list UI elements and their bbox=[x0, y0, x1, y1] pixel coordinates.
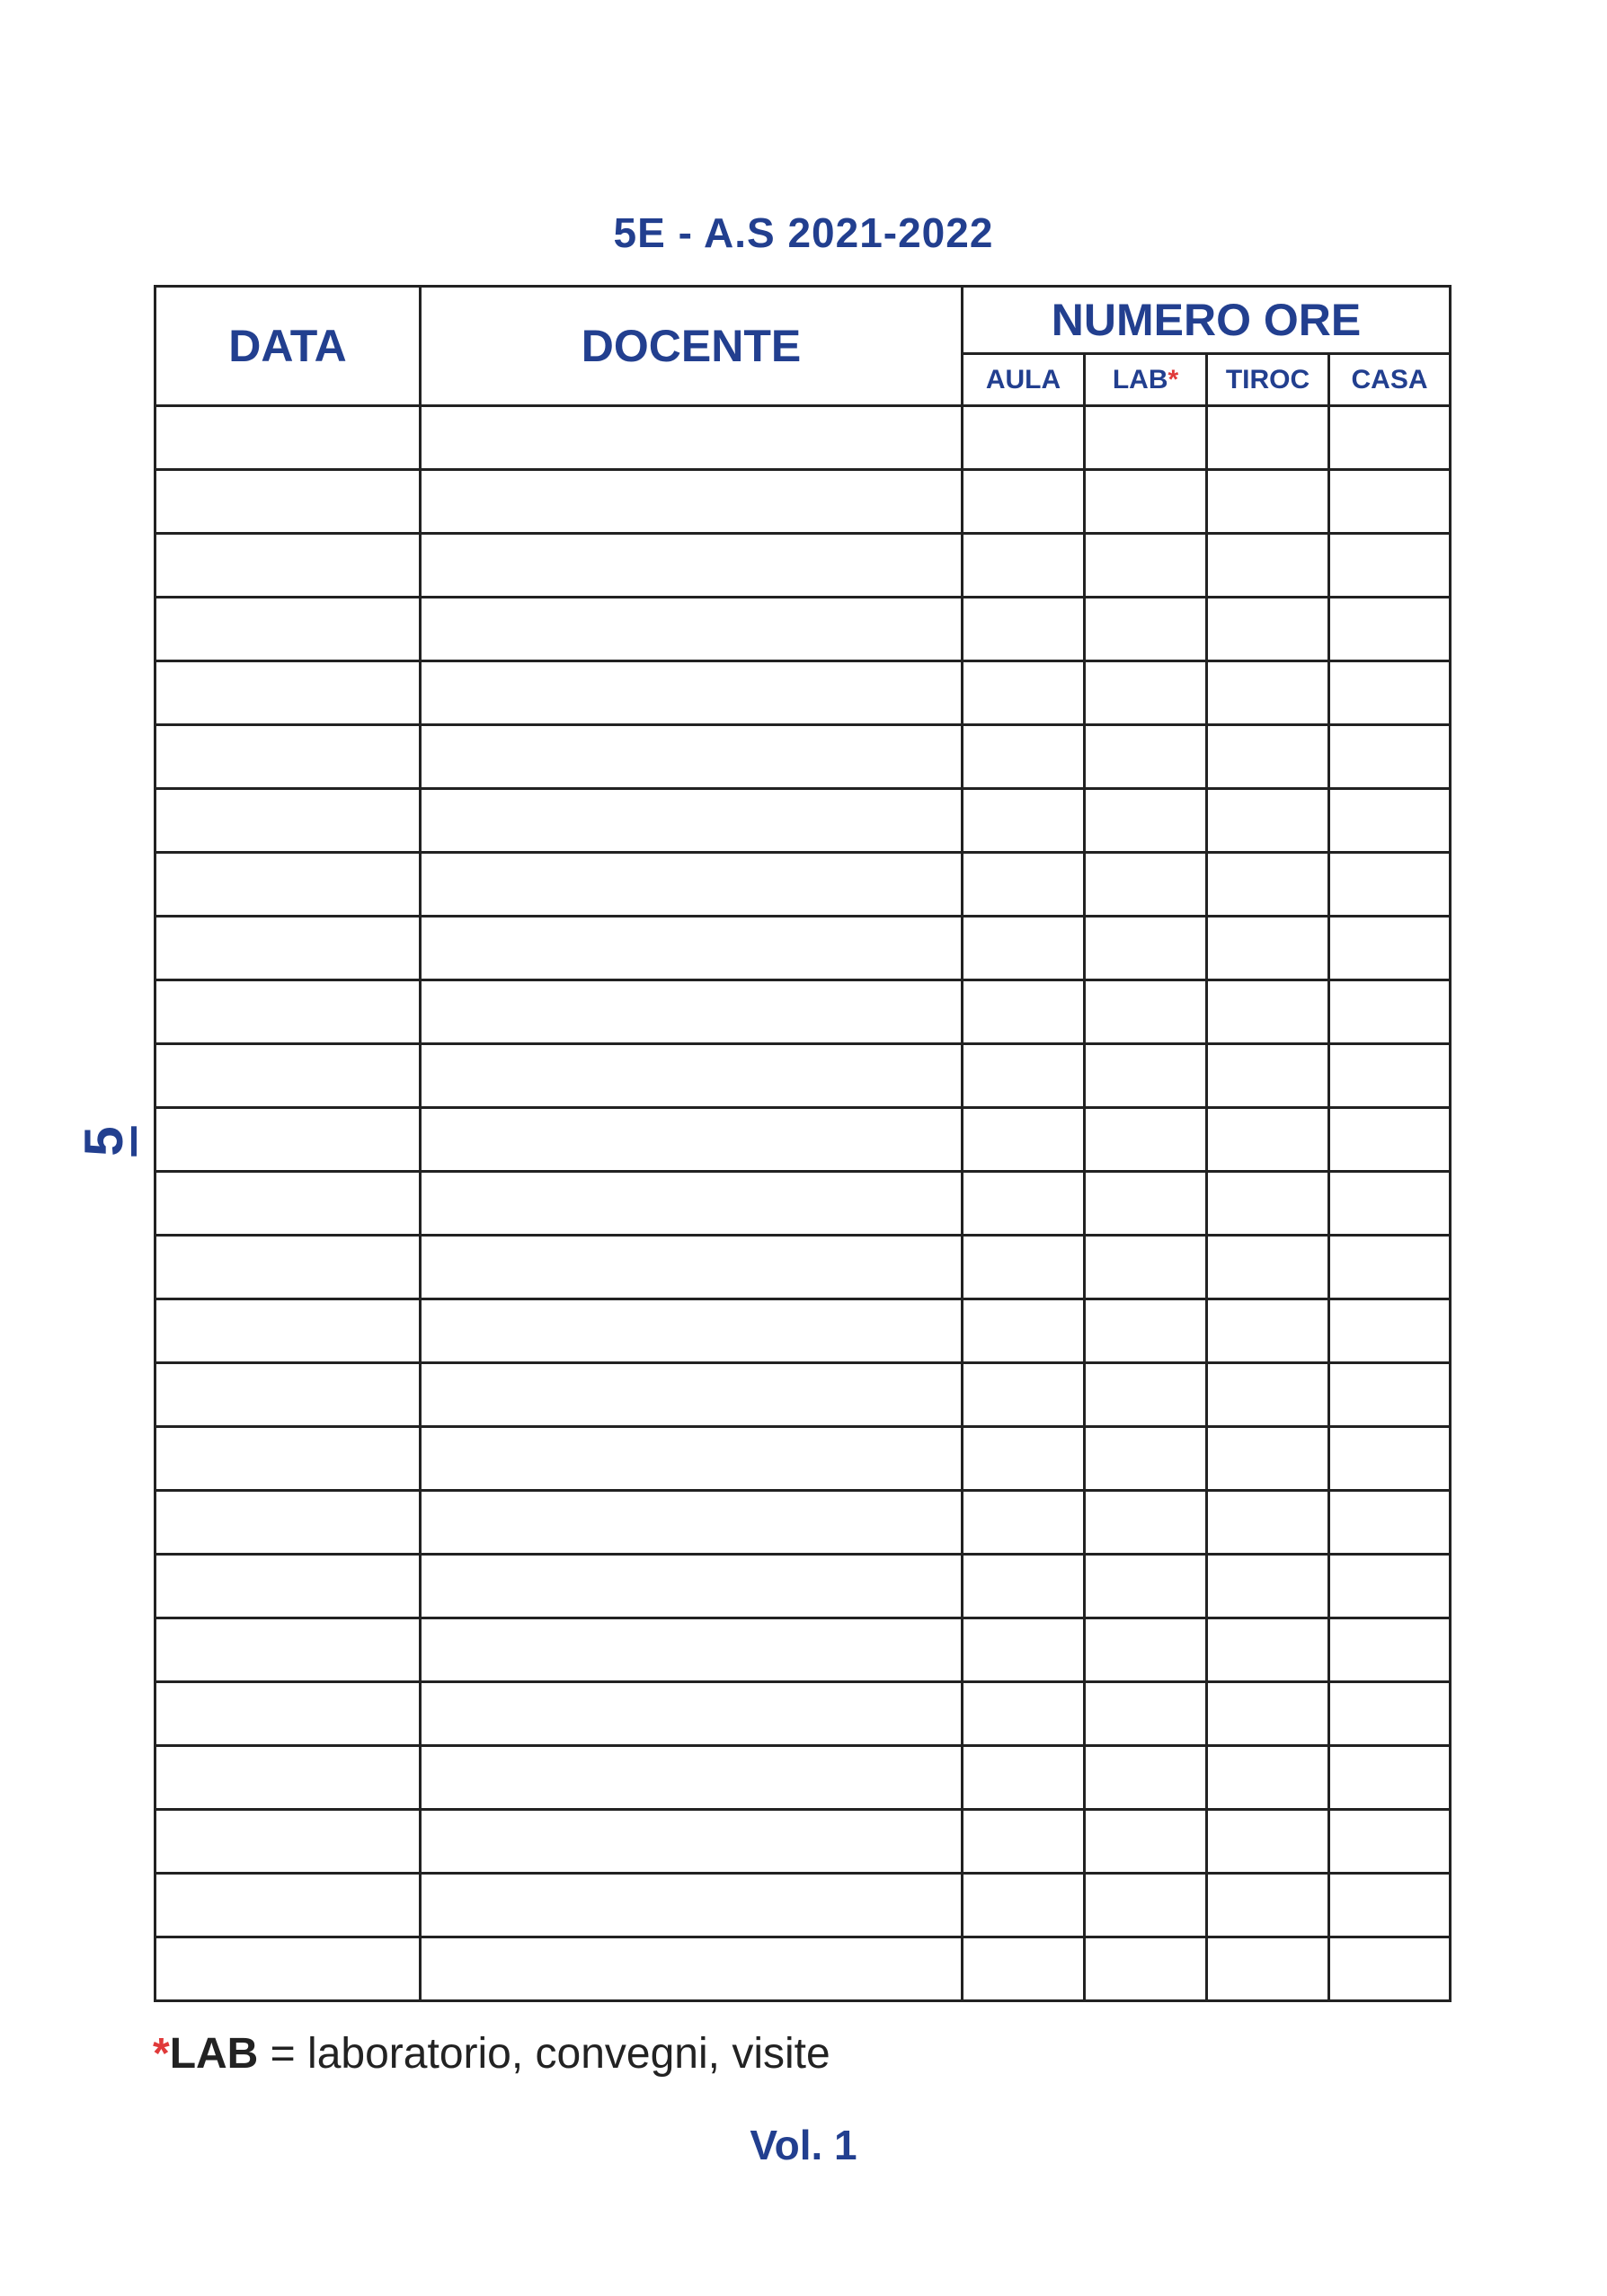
table-row bbox=[155, 1427, 1451, 1491]
aula-cell[interactable] bbox=[963, 1044, 1085, 1108]
data-cell[interactable] bbox=[155, 789, 421, 853]
aula-cell[interactable] bbox=[963, 853, 1085, 917]
docente-cell[interactable] bbox=[421, 1108, 963, 1172]
aula-cell[interactable] bbox=[963, 789, 1085, 853]
lab-cell[interactable] bbox=[1085, 725, 1207, 789]
tiroc-cell[interactable] bbox=[1207, 1108, 1329, 1172]
docente-cell[interactable] bbox=[421, 661, 963, 725]
casa-cell[interactable] bbox=[1329, 980, 1451, 1044]
data-cell[interactable] bbox=[155, 1491, 421, 1555]
tiroc-cell[interactable] bbox=[1207, 917, 1329, 980]
lab-cell[interactable] bbox=[1085, 1874, 1207, 1937]
casa-cell[interactable] bbox=[1329, 1108, 1451, 1172]
table-row bbox=[155, 534, 1451, 598]
aula-cell[interactable] bbox=[963, 1555, 1085, 1618]
casa-cell[interactable] bbox=[1329, 1555, 1451, 1618]
data-cell[interactable] bbox=[155, 725, 421, 789]
casa-cell[interactable] bbox=[1329, 1874, 1451, 1937]
lab-cell[interactable] bbox=[1085, 534, 1207, 598]
casa-cell[interactable] bbox=[1329, 1427, 1451, 1491]
data-cell[interactable] bbox=[155, 406, 421, 470]
lab-cell[interactable] bbox=[1085, 661, 1207, 725]
table-row bbox=[155, 406, 1451, 470]
data-cell[interactable] bbox=[155, 534, 421, 598]
tiroc-cell[interactable] bbox=[1207, 1427, 1329, 1491]
lab-cell[interactable] bbox=[1085, 1236, 1207, 1299]
data-cell[interactable] bbox=[155, 1555, 421, 1618]
lab-cell[interactable] bbox=[1085, 1746, 1207, 1810]
aula-cell[interactable] bbox=[963, 534, 1085, 598]
data-cell[interactable] bbox=[155, 1236, 421, 1299]
lab-cell[interactable] bbox=[1085, 853, 1207, 917]
lab-cell[interactable] bbox=[1085, 1810, 1207, 1874]
side-number-text: 5 bbox=[73, 1126, 134, 1157]
header-casa: CASA bbox=[1329, 354, 1451, 406]
aula-cell[interactable] bbox=[963, 1491, 1085, 1555]
page-title: 5E - A.S 2021-2022 bbox=[613, 209, 994, 256]
table-row bbox=[155, 1746, 1451, 1810]
aula-cell[interactable] bbox=[963, 917, 1085, 980]
docente-cell[interactable] bbox=[421, 1427, 963, 1491]
docente-cell[interactable] bbox=[421, 1682, 963, 1746]
lab-cell[interactable] bbox=[1085, 980, 1207, 1044]
aula-cell[interactable] bbox=[963, 725, 1085, 789]
docente-cell[interactable] bbox=[421, 1874, 963, 1937]
docente-cell[interactable] bbox=[421, 853, 963, 917]
tiroc-cell[interactable] bbox=[1207, 1555, 1329, 1618]
data-cell[interactable] bbox=[155, 1299, 421, 1363]
lab-cell[interactable] bbox=[1085, 1491, 1207, 1555]
aula-cell[interactable] bbox=[963, 980, 1085, 1044]
tiroc-cell[interactable] bbox=[1207, 1874, 1329, 1937]
docente-cell[interactable] bbox=[421, 1810, 963, 1874]
aula-cell[interactable] bbox=[963, 1874, 1085, 1937]
data-cell[interactable] bbox=[155, 1172, 421, 1236]
casa-cell[interactable] bbox=[1329, 1491, 1451, 1555]
aula-cell[interactable] bbox=[963, 1236, 1085, 1299]
table-row bbox=[155, 1299, 1451, 1363]
tiroc-cell[interactable] bbox=[1207, 789, 1329, 853]
casa-cell[interactable] bbox=[1329, 534, 1451, 598]
tiroc-cell[interactable] bbox=[1207, 1363, 1329, 1427]
table-row bbox=[155, 1172, 1451, 1236]
aula-cell[interactable] bbox=[963, 1299, 1085, 1363]
docente-cell[interactable] bbox=[421, 1299, 963, 1363]
data-cell[interactable] bbox=[155, 1874, 421, 1937]
docente-cell[interactable] bbox=[421, 598, 963, 661]
data-cell[interactable] bbox=[155, 470, 421, 534]
header-lab-star: * bbox=[1168, 364, 1179, 394]
tiroc-cell[interactable] bbox=[1207, 1299, 1329, 1363]
footnote-star: * bbox=[153, 2030, 170, 2078]
casa-cell[interactable] bbox=[1329, 598, 1451, 661]
data-cell[interactable] bbox=[155, 1108, 421, 1172]
casa-cell[interactable] bbox=[1329, 661, 1451, 725]
header-numero-ore: NUMERO ORE bbox=[963, 287, 1451, 354]
table-row bbox=[155, 1810, 1451, 1874]
casa-cell[interactable] bbox=[1329, 1810, 1451, 1874]
tiroc-cell[interactable] bbox=[1207, 1172, 1329, 1236]
tiroc-cell[interactable] bbox=[1207, 470, 1329, 534]
casa-cell[interactable] bbox=[1329, 1299, 1451, 1363]
docente-cell[interactable] bbox=[421, 789, 963, 853]
data-cell[interactable] bbox=[155, 1427, 421, 1491]
lab-cell[interactable] bbox=[1085, 1682, 1207, 1746]
table-row bbox=[155, 1108, 1451, 1172]
aula-cell[interactable] bbox=[963, 1746, 1085, 1810]
table-row bbox=[155, 1874, 1451, 1937]
lab-cell[interactable] bbox=[1085, 1363, 1207, 1427]
register-body bbox=[155, 406, 1451, 2001]
casa-cell[interactable] bbox=[1329, 725, 1451, 789]
docente-cell[interactable] bbox=[421, 1172, 963, 1236]
data-cell[interactable] bbox=[155, 1682, 421, 1746]
tiroc-cell[interactable] bbox=[1207, 1491, 1329, 1555]
docente-cell[interactable] bbox=[421, 980, 963, 1044]
tiroc-cell[interactable] bbox=[1207, 1746, 1329, 1810]
casa-cell[interactable] bbox=[1329, 406, 1451, 470]
tiroc-cell[interactable] bbox=[1207, 1236, 1329, 1299]
docente-cell[interactable] bbox=[421, 1618, 963, 1682]
lab-cell[interactable] bbox=[1085, 1618, 1207, 1682]
footnote-key: LAB bbox=[169, 2030, 259, 2078]
table-row bbox=[155, 661, 1451, 725]
tiroc-cell[interactable] bbox=[1207, 661, 1329, 725]
docente-cell[interactable] bbox=[421, 406, 963, 470]
casa-cell[interactable] bbox=[1329, 853, 1451, 917]
casa-cell[interactable] bbox=[1329, 1236, 1451, 1299]
casa-cell[interactable] bbox=[1329, 470, 1451, 534]
lab-cell[interactable] bbox=[1085, 598, 1207, 661]
casa-cell[interactable] bbox=[1329, 1682, 1451, 1746]
header-aula: AULA bbox=[963, 354, 1085, 406]
header-data: DATA bbox=[155, 287, 421, 406]
footnote-definition: = laboratorio, convegni, visite bbox=[258, 2030, 830, 2078]
tiroc-cell[interactable] bbox=[1207, 725, 1329, 789]
aula-cell[interactable] bbox=[963, 1363, 1085, 1427]
table-row bbox=[155, 598, 1451, 661]
data-cell[interactable] bbox=[155, 1746, 421, 1810]
lab-cell[interactable] bbox=[1085, 789, 1207, 853]
table-row bbox=[155, 1236, 1451, 1299]
lab-cell[interactable] bbox=[1085, 406, 1207, 470]
table-row bbox=[155, 725, 1451, 789]
tiroc-cell[interactable] bbox=[1207, 980, 1329, 1044]
table-row bbox=[155, 980, 1451, 1044]
tiroc-cell[interactable] bbox=[1207, 1937, 1329, 2001]
table-row bbox=[155, 1682, 1451, 1746]
casa-cell[interactable] bbox=[1329, 1937, 1451, 2001]
data-cell[interactable] bbox=[155, 1363, 421, 1427]
tiroc-cell[interactable] bbox=[1207, 406, 1329, 470]
aula-cell[interactable] bbox=[963, 1937, 1085, 2001]
aula-cell[interactable] bbox=[963, 470, 1085, 534]
docente-cell[interactable] bbox=[421, 1236, 963, 1299]
casa-cell[interactable] bbox=[1329, 789, 1451, 853]
hours-register-table bbox=[154, 285, 1452, 2002]
data-cell[interactable] bbox=[155, 980, 421, 1044]
table-row bbox=[155, 1491, 1451, 1555]
header-lab bbox=[1085, 354, 1207, 406]
aula-cell[interactable] bbox=[963, 1682, 1085, 1746]
tiroc-cell[interactable] bbox=[1207, 598, 1329, 661]
tiroc-cell[interactable] bbox=[1207, 1810, 1329, 1874]
aula-cell[interactable] bbox=[963, 1172, 1085, 1236]
docente-cell[interactable] bbox=[421, 917, 963, 980]
lab-cell[interactable] bbox=[1085, 1108, 1207, 1172]
docente-cell[interactable] bbox=[421, 1044, 963, 1108]
casa-cell[interactable] bbox=[1329, 1363, 1451, 1427]
header-tiroc: TIROC bbox=[1207, 354, 1329, 406]
side-page-number bbox=[54, 1092, 153, 1191]
tiroc-cell[interactable] bbox=[1207, 1682, 1329, 1746]
volume-label: Vol. 1 bbox=[750, 2122, 857, 2168]
lab-cell[interactable] bbox=[1085, 917, 1207, 980]
table-row bbox=[155, 1937, 1451, 2001]
table-row bbox=[155, 917, 1451, 980]
data-cell[interactable] bbox=[155, 853, 421, 917]
docente-cell[interactable] bbox=[421, 534, 963, 598]
lab-cell[interactable] bbox=[1085, 1937, 1207, 2001]
casa-cell[interactable] bbox=[1329, 1746, 1451, 1810]
docente-cell[interactable] bbox=[421, 470, 963, 534]
table-row bbox=[155, 789, 1451, 853]
data-cell[interactable] bbox=[155, 1618, 421, 1682]
table-row bbox=[155, 1555, 1451, 1618]
aula-cell[interactable] bbox=[963, 1427, 1085, 1491]
data-cell[interactable] bbox=[155, 1937, 421, 2001]
docente-cell[interactable] bbox=[421, 1363, 963, 1427]
docente-cell[interactable] bbox=[421, 1491, 963, 1555]
lab-cell[interactable] bbox=[1085, 1172, 1207, 1236]
data-cell[interactable] bbox=[155, 917, 421, 980]
lab-cell[interactable] bbox=[1085, 1044, 1207, 1108]
aula-cell[interactable] bbox=[963, 598, 1085, 661]
lab-cell[interactable] bbox=[1085, 1299, 1207, 1363]
table-row bbox=[155, 470, 1451, 534]
footnote bbox=[153, 2029, 830, 2079]
tiroc-cell[interactable] bbox=[1207, 853, 1329, 917]
table-row bbox=[155, 1618, 1451, 1682]
tiroc-cell[interactable] bbox=[1207, 534, 1329, 598]
lab-cell[interactable] bbox=[1085, 470, 1207, 534]
tiroc-cell[interactable] bbox=[1207, 1044, 1329, 1108]
header-docente: DOCENTE bbox=[421, 287, 963, 406]
data-cell[interactable] bbox=[155, 661, 421, 725]
data-cell[interactable] bbox=[155, 598, 421, 661]
table-row bbox=[155, 1363, 1451, 1427]
docente-cell[interactable] bbox=[421, 1746, 963, 1810]
tiroc-cell[interactable] bbox=[1207, 1618, 1329, 1682]
aula-cell[interactable] bbox=[963, 661, 1085, 725]
table-row bbox=[155, 1044, 1451, 1108]
data-cell[interactable] bbox=[155, 1810, 421, 1874]
docente-cell[interactable] bbox=[421, 1555, 963, 1618]
casa-cell[interactable] bbox=[1329, 1172, 1451, 1236]
lab-cell[interactable] bbox=[1085, 1427, 1207, 1491]
docente-cell[interactable] bbox=[421, 725, 963, 789]
aula-cell[interactable] bbox=[963, 1810, 1085, 1874]
aula-cell[interactable] bbox=[963, 406, 1085, 470]
aula-cell[interactable] bbox=[963, 1618, 1085, 1682]
docente-cell[interactable] bbox=[421, 1937, 963, 2001]
data-cell[interactable] bbox=[155, 1044, 421, 1108]
casa-cell[interactable] bbox=[1329, 1044, 1451, 1108]
header-lab-label: LAB bbox=[1112, 364, 1168, 394]
casa-cell[interactable] bbox=[1329, 917, 1451, 980]
table-row bbox=[155, 853, 1451, 917]
casa-cell[interactable] bbox=[1329, 1618, 1451, 1682]
lab-cell[interactable] bbox=[1085, 1555, 1207, 1618]
aula-cell[interactable] bbox=[963, 1108, 1085, 1172]
